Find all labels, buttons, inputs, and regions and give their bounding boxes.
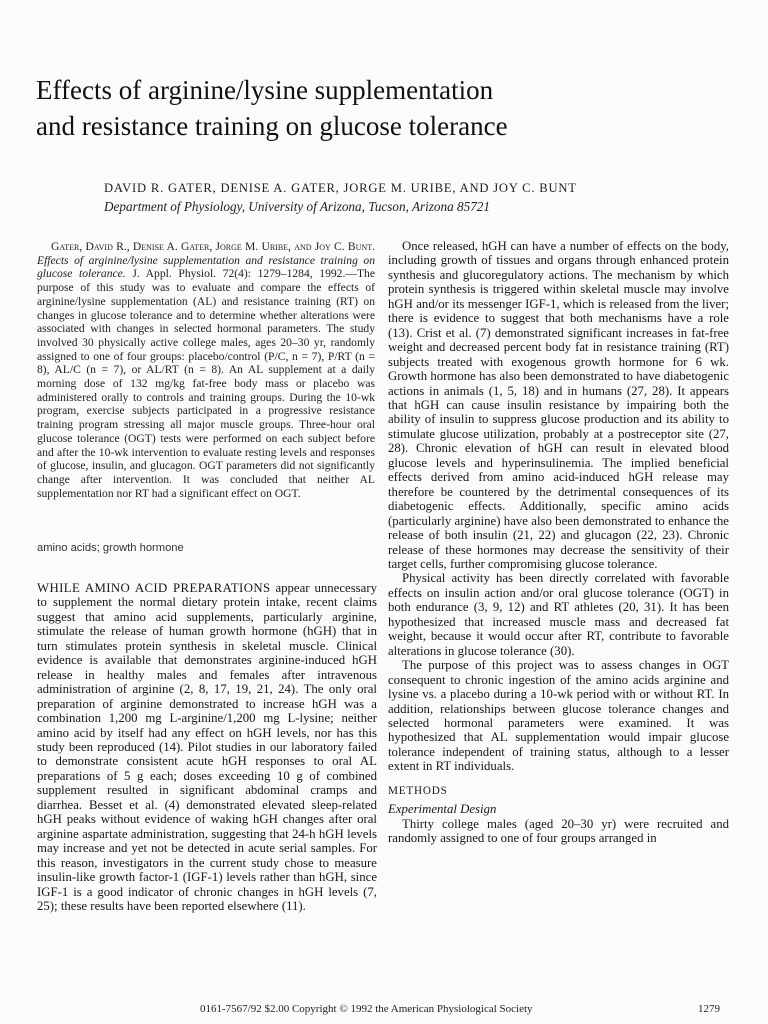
right-column <box>388 239 729 846</box>
methods-heading: METHODS <box>388 784 448 797</box>
page-number: 1279 <box>698 1003 720 1015</box>
abstract <box>37 240 375 500</box>
title-line-1: Effects of arginine/lysine supplementation <box>36 75 494 105</box>
intro-lead-in: WHILE AMINO ACID PREPARATIONS <box>37 581 271 595</box>
abstract-citation-authors: Gater, David R., Denise A. Gater, Jorge M. Uribe, and Joy C. Bunt. <box>51 240 375 253</box>
body-paragraph-2: Physical activity has been directly correlated with favorable effects on insulin action and/or oral glucose tolerance (OGT) in both endurance (3, 9, 12) and RT athletes (20, 31). It has been hypothesized that increased muscle mass and decreased fat weight, because it would occur after RT, contribute to favorable alterations in glucose tolerance (30). <box>388 571 729 658</box>
abstract-body: The purpose of this study was to evaluate and compare the effects of arginine/lysine supplementation (AL) and resistance training (RT) on changes in glucose tolerance and to determine whether alterations were associated with changes in selected hormonal parameters. The study involved 30 physically active college males, ages 20–30 yr, randomly assigned to one of four groups: placebo/control (P/C, n = 7), P/RT (n = 8), AL/C (n = 7), or AL/RT (n = 8). An AL supplement at a daily morning dose of 132 mg/kg fat-free body mass or placebo was administered orally to controls and training groups. During the 10-wk program, exercise subjects participated in a progressive resistance training program stressing all major muscle groups. Three-hour oral glucose tolerance (OGT) tests were performed on each subject before and after the 10-wk intervention to evaluate resting levels and responses of glucose, insulin, and glucagon. OGT parameters did not significantly change after intervention. It was concluded that neither AL supplementation nor RT had a significant effect on OGT. <box>37 267 375 500</box>
copyright-footer: 0161-7567/92 $2.00 Copyright © 1992 the American Physiological Society <box>200 1003 533 1015</box>
affiliation: Department of Physiology, University of Arizona, Tucson, Arizona 85721 <box>104 199 490 214</box>
body-paragraph-3: The purpose of this project was to assess changes in OGT consequent to chronic ingestion of the amino acids arginine and lysine vs. a placebo during a 10-wk period with or without RT. In addition, relationships between glucose tolerance changes and selected hormonal parameters were examined. It was hypothesized that AL supplementation would impair glucose tolerance independent of training status, although to a lesser extent in RT individuals. <box>388 658 729 774</box>
body-paragraph-1: Once released, hGH can have a number of effects on the body, including growth of tissues and organs through enhanced protein synthesis and glucoregulatory actions. The mechanism by which protein synthesis is triggered within skeletal muscle may involve hGH and/or its messenger IGF-1, which is released from the liver; there is evidence to suggest that both mechanisms have a role (13). Crist et al. (7) demonstrated significant increases in fat-free weight and decreased percent body fat in resistance training (RT) subjects treated with exogenous growth hormone for 6 wk. Growth hormone has also been demonstrated to have diabetogenic actions in animals (1, 5, 18) and in humans (27, 28). It appears that hGH can cause insulin resistance by impairing both the ability of insulin to suppress glucose production and its ability to stimulate glucose utilization, probably at a postreceptor site (27, 28). Chronic elevation of hGH can result in elevated blood glucose levels and hyperinsulinemia. The implied beneficial effects derived from amino acid-induced hGH release may therefore be countered by the detrimental consequences of its diabetogenic effects. Additionally, specific amino acids (particularly arginine) have also been demonstrated to enhance the release of both insulin (21, 22) and glucagon (22, 23). Chronic release of these hormones may decrease the sensitivity of their target cells, further compromising glucose tolerance. <box>388 239 729 571</box>
author-list: DAVID R. GATER, DENISE A. GATER, JORGE M. URIBE, AND JOY C. BUNT <box>104 181 577 195</box>
keywords: amino acids; growth hormone <box>37 542 184 554</box>
intro-paragraph-text: appear unnecessary to supplement the normal dietary protein intake, recent claims suggest that amino acid supplements, particularly arginine, stimulate the release of human growth hormone (hGH) that in turn stimulates protein synthesis in skeletal muscle. Clinical evidence is available that demonstrates arginine-induced hGH release in healthy males and females after intravenous administration of arginine (2, 8, 17, 19, 21, 24). The only oral preparation of arginine demonstrated to increase hGH was a combination 1,200 mg L-arginine/1,200 mg L-lysine; neither amino acid by itself had any effect on hGH levels, nor has this study been reproduced (14). Pilot studies in our laboratory failed to demonstrate consistent acute hGH responses to oral AL preparations of 5 g each; doses exceeding 10 g of combined supplement resulted in significant abdominal cramps and diarrhea. Besset et al. (4) demonstrated elevated sleep-related hGH peaks without evidence of waking hGH changes after oral arginine aspartate administration, suggesting that 24-h hGH levels may increase and yet not be detected in acute serial samples. For this reason, investigators in the current study chose to measure insulin-like growth factor-1 (IGF-1) levels rather than hGH, since IGF-1 is a good indicator of chronic changes in hGH levels (7, 25); these results have been reported elsewhere (11). <box>37 581 377 913</box>
title-line-2: and resistance training on glucose tolerance <box>36 111 508 141</box>
experimental-design-subheading: Experimental Design <box>388 802 497 817</box>
introduction-left-column <box>37 581 377 913</box>
article-title <box>36 72 736 144</box>
abstract-paragraph <box>37 240 375 500</box>
intro-paragraph <box>37 581 377 913</box>
abstract-citation-source: J. Appl. Physiol. 72(4): 1279–1284, 1992.— <box>132 267 357 281</box>
abstract-citation-title: Effects of arginine/lysine supplementation and resistance training on glucose tolerance. <box>37 253 375 281</box>
body-paragraph-4: Thirty college males (aged 20–30 yr) were recruited and randomly assigned to one of four groups arranged in <box>388 816 729 846</box>
